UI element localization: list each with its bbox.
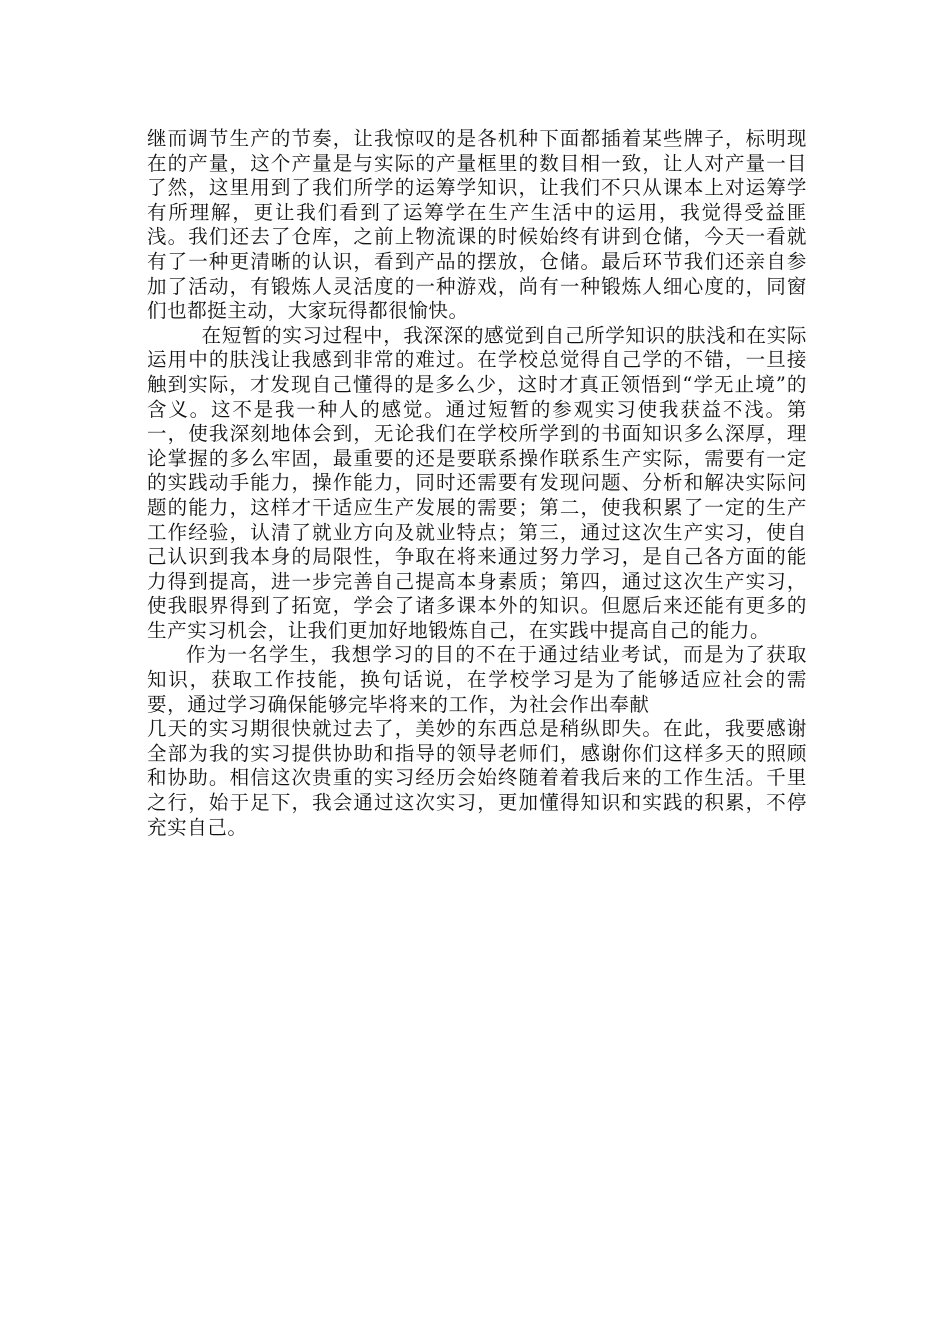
paragraph-3: 作为一名学生，我想学习的目的不在于通过结业考试，而是为了获取知识，获取工作技能，换句话说，在学校学习是为了能够适应社会的需要，通过学习确保能够完毕将来的工作，为社会作出奉献 [147,643,807,716]
paragraph-4: 几天的实习期很快就过去了，美妙的东西总是稍纵即失。在此，我要感谢全部为我的实习提供协助和指导的领导老师们，感谢你们这样多天的照顾和协助。相信这次贵重的实习经历会始终随着着我后来的工作生活。千里之行，始于足下，我会通过这次实习，更加懂得知识和实践的积累，不停充实自己。 [147,717,807,839]
body-text [147,127,807,840]
paragraph-1: 继而调节生产的节奏，让我惊叹的是各机种下面都插着某些牌子，标明现在的产量，这个产量是与实际的产量框里的数目相一致，让人对产量一目了然，这里用到了我们所学的运筹学知识，让我们不只从课本上对运筹学有所理解，更让我们看到了运筹学在生产生活中的运用，我觉得受益匪浅。我们还去了仓库，之前上物流课的时候始终有讲到仓储，今天一看就有了一种更清晰的认识，看到产品的摆放，仓储。最后环节我们还亲自参加了活动，有锻炼人灵活度的一种游戏，尚有一种锻炼人细心度的，同窗们也都挺主动，大家玩得都很愉快。 [147,127,807,323]
paragraph-2: 在短暂的实习过程中，我深深的感觉到自己所学知识的肤浅和在实际运用中的肤浅让我感到非常的难过。在学校总觉得自己学的不错，一旦接触到实际，才发现自己懂得的是多么少，这时才真正领悟到“学无止境”的含义。这不是我一种人的感觉。通过短暂的参观实习使我获益不浅。第一，使我深刻地体会到，无论我们在学校所学到的书面知识多么深厚，理论掌握的多么牢固，最重要的还是要联系操作联系生产实际，需要有一定的实践动手能力，操作能力，同时还需要有发现问题、分析和解决实际问题的能力，这样才干适应生产发展的需要；第二，使我积累了一定的生产工作经验，认清了就业方向及就业特点；第三，通过这次生产实习，使自己认识到我本身的局限性，争取在将来通过努力学习，是自己各方面的能力得到提高，进一步完善自己提高本身素质；第四，通过这次生产实习，使我眼界得到了拓宽，学会了诸多课本外的知识。但愿后来还能有更多的生产实习机会，让我们更加好地锻炼自己，在实践中提高自己的能力。 [147,323,807,642]
